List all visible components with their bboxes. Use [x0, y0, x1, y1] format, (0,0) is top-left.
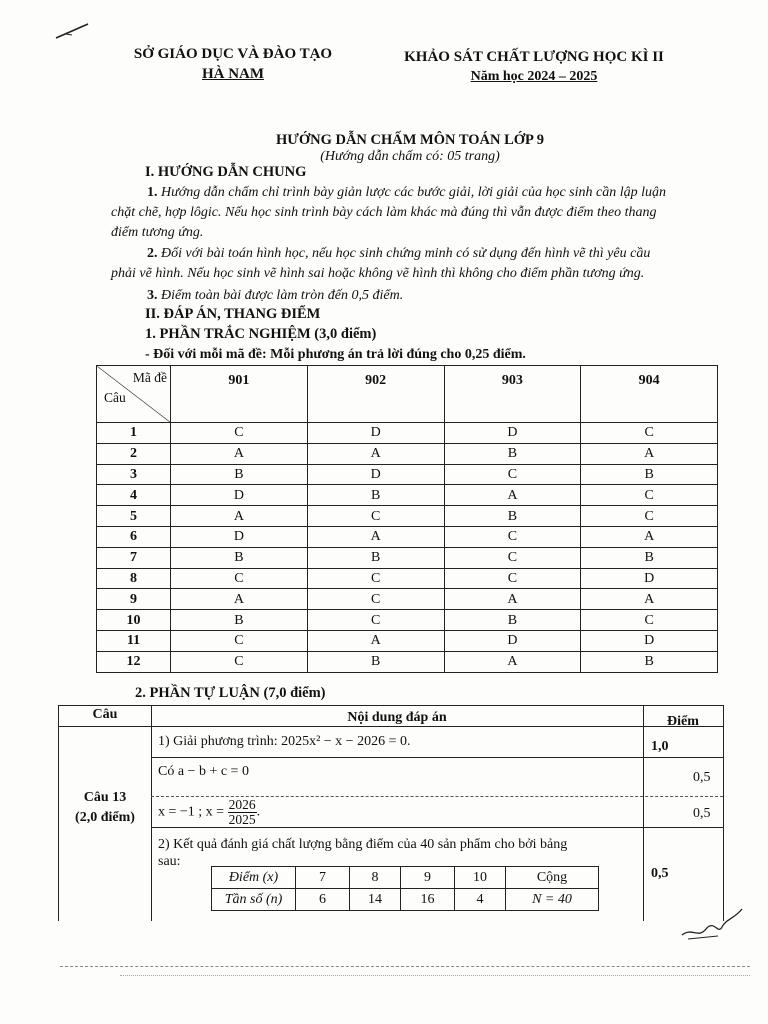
- question-number-cell: 8: [97, 568, 171, 589]
- item-1-prompt: 1) Giải phương trình: 2025x² − x − 2026 = 0.: [158, 734, 411, 749]
- answer-cell-904: C: [581, 610, 718, 631]
- answer-row: [97, 485, 718, 506]
- question-number-cell: 5: [97, 506, 171, 527]
- question-number-cell: 4: [97, 485, 171, 506]
- guideline-paragraph-3: [147, 286, 727, 306]
- code-header-903: 903: [444, 366, 581, 423]
- step-2-period: .: [256, 804, 261, 820]
- answer-row: [97, 423, 718, 444]
- answer-table-body: [97, 423, 718, 673]
- answer-cell-903: A: [444, 485, 581, 506]
- answer-cell-903: B: [444, 610, 581, 631]
- answer-cell-902: B: [307, 547, 444, 568]
- answer-cell-904: D: [581, 568, 718, 589]
- answer-cell-902: D: [307, 423, 444, 444]
- answer-cell-903: C: [444, 547, 581, 568]
- answer-cell-902: D: [307, 464, 444, 485]
- frequency-table: [211, 866, 599, 911]
- answer-cell-903: C: [444, 526, 581, 547]
- answer-row: [97, 506, 718, 527]
- answer-row: [97, 526, 718, 547]
- answer-cell-903: C: [444, 464, 581, 485]
- part-1-heading: 1. PHẦN TRẮC NGHIỆM (3,0 điểm): [145, 326, 377, 342]
- root-fraction: [228, 798, 257, 827]
- answer-row: [97, 651, 718, 672]
- answer-cell-904: B: [581, 651, 718, 672]
- step-2-text: [158, 798, 260, 827]
- answer-cell-904: B: [581, 547, 718, 568]
- answer-cell-902: C: [307, 589, 444, 610]
- fraction-denominator: 2025: [228, 812, 256, 827]
- answer-cell-903: D: [444, 423, 581, 444]
- department-header: [118, 44, 348, 84]
- answer-cell-902: A: [307, 526, 444, 547]
- freq-count-label: Tần số (n): [212, 889, 296, 911]
- answer-row: [97, 443, 718, 464]
- step-2-roots: x = −1 ; x =: [158, 804, 225, 820]
- col-header-question: Câu: [92, 707, 118, 722]
- answer-cell-903: B: [444, 506, 581, 527]
- guideline-2-line1: Đối với bài toán hình học, nếu học sinh chứng minh có sử dụng đến hình vẽ thì yêu cầu: [161, 246, 651, 261]
- corner-code-label: Mã đề: [132, 370, 167, 385]
- scan-artifact-line: [60, 966, 750, 967]
- answer-cell-904: D: [581, 630, 718, 651]
- freq-total-count: N = 40: [506, 889, 599, 911]
- col-header-content: Nội dung đáp án: [347, 710, 447, 725]
- guideline-1-line1: Hướng dẫn chấm chỉ trình bày giản lược các bước giải, lời giải của học sinh cần lập luận: [161, 185, 667, 200]
- guideline-paragraph-1: [111, 183, 726, 243]
- step-1-text: Có a − b + c = 0: [158, 764, 249, 779]
- multiple-choice-answer-table: [96, 365, 718, 673]
- pen-mark-top-left: [52, 20, 92, 42]
- answer-cell-901: D: [171, 526, 308, 547]
- answer-row: [97, 568, 718, 589]
- code-header-902: 902: [307, 366, 444, 423]
- freq-score-7: 7: [296, 867, 350, 889]
- answer-cell-902: B: [307, 651, 444, 672]
- answer-cell-901: C: [171, 630, 308, 651]
- corner-question-label: Câu: [104, 390, 126, 405]
- answer-cell-903: C: [444, 568, 581, 589]
- guideline-1-line2: chặt chẽ, hợp lôgic. Nếu học sinh trình bày cách làm khác mà đúng thì vẫn được điểm theo thang: [111, 205, 657, 220]
- answer-row: [97, 589, 718, 610]
- guideline-2-line2: phải vẽ hình. Nếu học sinh vẽ hình sai hoặc không vẽ hình thì không cho điểm phần tương ứng.: [111, 266, 645, 281]
- document-title: HƯỚNG DẪN CHẤM MÔN TOÁN LỚP 9: [276, 132, 544, 148]
- school-year: Năm học 2024 – 2025: [470, 69, 598, 84]
- freq-score-9: 9: [401, 867, 455, 889]
- corner-cell: [97, 366, 171, 423]
- answer-cell-902: C: [307, 610, 444, 631]
- question-number-cell: 3: [97, 464, 171, 485]
- answer-cell-904: C: [581, 506, 718, 527]
- question-number-cell: 10: [97, 610, 171, 631]
- answer-cell-903: A: [444, 651, 581, 672]
- part-1-scoring-note: - Đối với mỗi mã đề: Mỗi phương án trả lời đúng cho 0,25 điểm.: [145, 347, 526, 362]
- col-header-score: Điểm: [667, 714, 699, 729]
- answer-cell-901: A: [171, 443, 308, 464]
- exam-name: KHẢO SÁT CHẤT LƯỢNG HỌC KÌ II: [404, 49, 664, 65]
- answer-row: [97, 547, 718, 568]
- answer-cell-902: A: [307, 443, 444, 464]
- frequency-score-row: [212, 867, 599, 889]
- freq-total-label: Cộng: [506, 867, 599, 889]
- answer-cell-901: B: [171, 464, 308, 485]
- question-number-cell: 1: [97, 423, 171, 444]
- answer-cell-904: A: [581, 589, 718, 610]
- question-number-cell: 7: [97, 547, 171, 568]
- part-2-heading: 2. PHẦN TỰ LUẬN (7,0 điểm): [135, 685, 326, 701]
- province-name: HÀ NAM: [201, 66, 265, 82]
- answer-cell-901: D: [171, 485, 308, 506]
- answer-cell-902: C: [307, 568, 444, 589]
- fraction-numerator: 2026: [228, 797, 256, 812]
- guideline-1-number: 1.: [147, 185, 158, 200]
- item-1-score: 1,0: [651, 739, 669, 754]
- step-1-score: 0,5: [693, 770, 711, 785]
- answer-row: [97, 464, 718, 485]
- question-number-cell: 11: [97, 630, 171, 651]
- answer-cell-902: C: [307, 506, 444, 527]
- answer-row: [97, 610, 718, 631]
- answer-cell-901: A: [171, 506, 308, 527]
- question-number-cell: 2: [97, 443, 171, 464]
- freq-score-8: 8: [350, 867, 401, 889]
- department-name: SỞ GIÁO DỤC VÀ ĐÀO TẠO: [133, 46, 333, 62]
- answer-cell-901: C: [171, 651, 308, 672]
- answer-cell-904: C: [581, 423, 718, 444]
- examiner-signature: [678, 905, 748, 945]
- answer-cell-901: A: [171, 589, 308, 610]
- guideline-3-number: 3.: [147, 288, 158, 303]
- question-13-number: Câu 13: [83, 790, 127, 805]
- answer-cell-901: B: [171, 610, 308, 631]
- answer-cell-903: D: [444, 630, 581, 651]
- frequency-count-row: [212, 889, 599, 911]
- freq-count-7: 6: [296, 889, 350, 911]
- item-2-line1: 2) Kết quả đánh giá chất lượng bằng điểm của 40 sản phẩm cho bởi bảng: [158, 837, 568, 852]
- answer-cell-904: C: [581, 485, 718, 506]
- answer-cell-901: C: [171, 568, 308, 589]
- answer-cell-902: B: [307, 485, 444, 506]
- document-subtitle: (Hướng dẫn chấm có: 05 trang): [320, 149, 500, 164]
- step-2-score: 0,5: [693, 806, 711, 821]
- code-header-904: 904: [581, 366, 718, 423]
- answer-cell-904: A: [581, 443, 718, 464]
- freq-score-label: Điểm (x): [212, 867, 296, 889]
- section-1-heading: I. HƯỚNG DẪN CHUNG: [145, 164, 307, 180]
- item-2-line2: sau:: [158, 854, 181, 869]
- freq-count-8: 14: [350, 889, 401, 911]
- guideline-paragraph-2: [111, 244, 726, 284]
- code-header-901: 901: [171, 366, 308, 423]
- answer-cell-903: B: [444, 443, 581, 464]
- guideline-1-line3: điểm tương ứng.: [111, 225, 204, 240]
- question-number-cell: 9: [97, 589, 171, 610]
- question-number-cell: 6: [97, 526, 171, 547]
- freq-score-10: 10: [455, 867, 506, 889]
- section-2-heading: II. ĐÁP ÁN, THANG ĐIỂM: [145, 306, 321, 322]
- answer-row: [97, 630, 718, 651]
- answer-cell-904: A: [581, 526, 718, 547]
- item-2-score: 0,5: [651, 866, 669, 881]
- answer-cell-903: A: [444, 589, 581, 610]
- exam-header: [384, 48, 684, 86]
- item-2-prompt: [158, 836, 567, 870]
- scan-artifact-line-2: [120, 975, 750, 976]
- question-number-cell: 12: [97, 651, 171, 672]
- guideline-2-number: 2.: [147, 246, 158, 261]
- freq-count-9: 16: [401, 889, 455, 911]
- answer-cell-901: B: [171, 547, 308, 568]
- guideline-3-text: Điểm toàn bài được làm tròn đến 0,5 điểm.: [161, 288, 404, 303]
- answer-table-header-row: [97, 366, 718, 423]
- answer-cell-902: A: [307, 630, 444, 651]
- question-13-points: (2,0 điểm): [75, 810, 135, 825]
- answer-cell-901: C: [171, 423, 308, 444]
- question-13-label: [59, 788, 151, 828]
- freq-count-10: 4: [455, 889, 506, 911]
- answer-cell-904: B: [581, 464, 718, 485]
